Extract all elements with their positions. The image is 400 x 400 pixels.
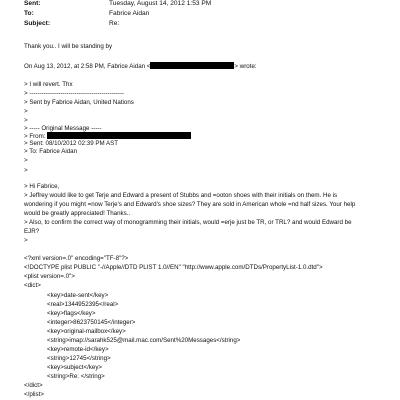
xml-value: <string>Re: </string> [47, 373, 105, 380]
sent-date-line: > Sent: 08/10/2012 02:39 PM AST [24, 140, 119, 147]
quote-marker: > [24, 167, 28, 174]
redaction-box [150, 62, 234, 69]
paragraph-line: would be greatly appreciated! Thanks.. [24, 210, 131, 217]
to-line: > To: Fabrice Aidan [24, 148, 78, 155]
xml-value: <string>imap://sarahk525@mail.mac.com/Sent%20Messages</string> [47, 337, 241, 344]
xml-key: <key>remote-id</key> [47, 346, 109, 353]
to-value: Fabrice Aidan [109, 10, 150, 17]
xml-value: <real>1344952395</real> [47, 301, 119, 308]
xml-dict-close: </dict> [24, 382, 43, 389]
rule-line: > ---------------------------------------------- [24, 90, 125, 97]
paragraph-line: > Jeffrey would like to get Terje and Edward a present of Stubbs and =ooton shoes with their initials on them. He is [24, 192, 338, 199]
quote-marker: > [24, 108, 28, 115]
subject-value: Re: [109, 20, 120, 27]
to-row [24, 10, 149, 18]
quote-intro-suffix: > wrote: [234, 63, 257, 70]
paragraph-line: > Also, to confirm the correct way of monogramming their initials, would =erje just be TR, or TRL? and would Edward be [24, 219, 352, 226]
sent-row [24, 0, 211, 8]
xml-plist-close: </plist> [24, 391, 44, 398]
xml-dict-open: <dict> [24, 282, 41, 289]
quote-marker: > [24, 237, 28, 244]
from-label: > From: [24, 133, 46, 140]
quote-intro-prefix: On Aug 13, 2012, at 2:58 PM, Fabrice Aidan < [24, 63, 151, 70]
sent-value: Tuesday, August 14, 2012 1:53 PM [109, 0, 212, 7]
sent-by-line: > Sent by Fabrice Aidan, United Nations [24, 99, 134, 106]
xml-key: <key>date-sent</key> [47, 292, 109, 299]
quote-marker: > [24, 157, 28, 164]
original-message-line: > ----- Original Message ----- [24, 125, 102, 132]
sent-label: Sent: [24, 0, 41, 7]
greeting-line: > Hi Fabrice, [24, 183, 60, 190]
xml-key: <key>subject</key> [47, 364, 103, 371]
quote-intro-line [24, 62, 257, 71]
thanks-line: Thank you.. I will be standing by [24, 43, 113, 50]
xml-value: <string>12745</string> [47, 355, 111, 362]
xml-value: <integer>8623750145</integer> [47, 319, 136, 326]
xml-declaration: <?xml version=.0" encoding="TF-8"?> [24, 255, 129, 262]
xml-key: <key>original-mailbox</key> [47, 328, 126, 335]
to-label: To: [24, 10, 34, 17]
redaction-box [47, 132, 191, 139]
paragraph-line: wondering if you might =now Terje's and Edward's shoe sizes? They are sold in American whole =nd half sizes. Your help [24, 201, 356, 208]
quote-marker: > [24, 117, 28, 124]
xml-key: <key>flags</key> [47, 310, 96, 317]
subject-label: Subject: [24, 20, 51, 27]
subject-row [24, 20, 119, 28]
xml-doctype: <!DOCTYPE plist PUBLIC "-//Apple//DTD PLIST 1.0//EN" "http://www.apple.com/DTDs/PropertyList-1.0.dtd"> [24, 264, 323, 271]
xml-plist-open: <plist version=.0"> [24, 273, 75, 280]
revert-line: > I will revert. Thx [24, 81, 73, 88]
paragraph-line: EJR? [24, 228, 40, 235]
